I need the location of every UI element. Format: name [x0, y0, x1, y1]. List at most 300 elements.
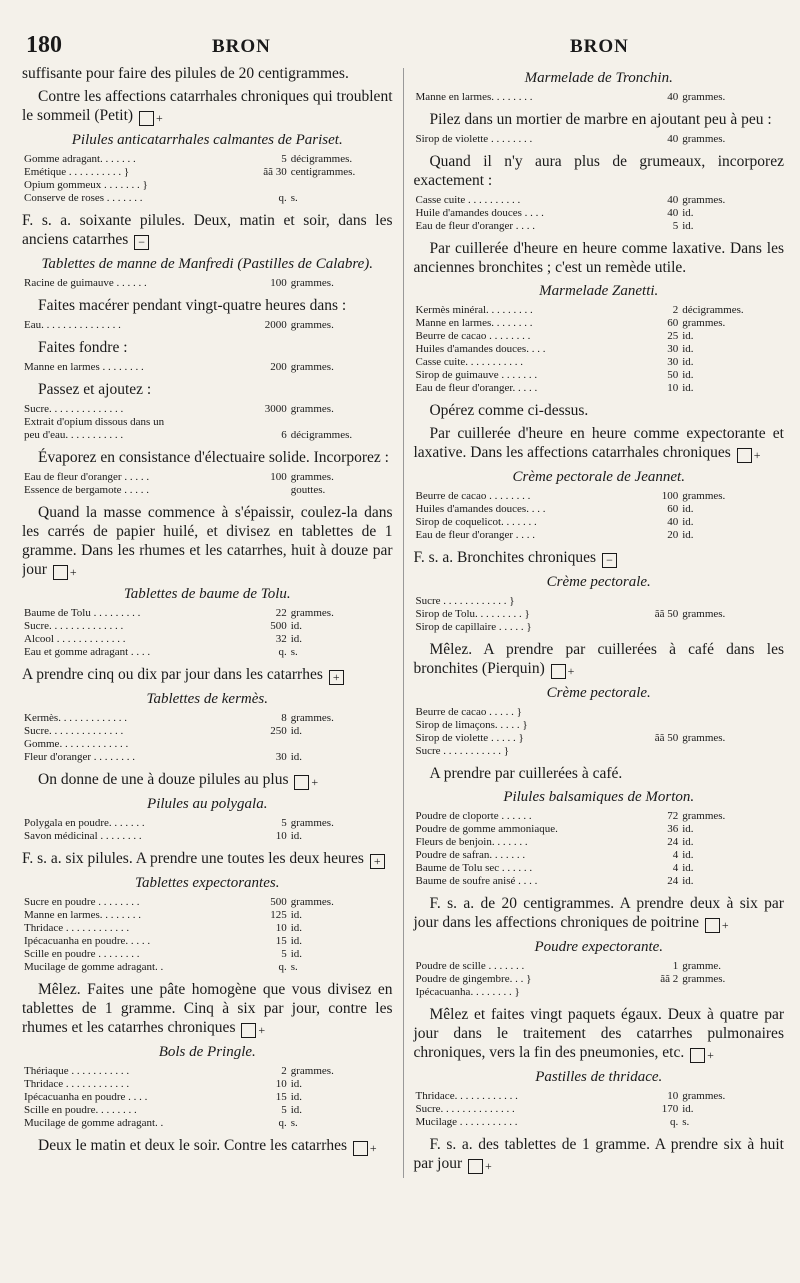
- ingredient-quantity: 30: [275, 751, 287, 763]
- ingredient-name: Racine de guimauve . . . . . .: [24, 277, 147, 289]
- ingredient-row: [413, 849, 784, 862]
- ingredient-table: [413, 490, 784, 542]
- ingredient-quantity: 40: [667, 207, 679, 219]
- body-paragraph: [22, 296, 393, 315]
- ingredient-quantity: 24: [667, 875, 679, 887]
- ingredient-row: [413, 356, 784, 369]
- ingredient-name: Eau de fleur d'oranger . . . .: [415, 220, 536, 232]
- ingredient-unit: [680, 706, 784, 719]
- ingredient-unit: s.: [290, 961, 298, 973]
- paragraph-text: Par cuillerée d'heure en heure comme expectorante et laxative. Dans les affections catarrhales chroniques: [413, 425, 784, 461]
- ingredient-quantity: 25: [667, 330, 679, 342]
- ingredient-row: [413, 343, 784, 356]
- ingredient-quantity: 4: [672, 862, 679, 874]
- left-column: [22, 64, 393, 1178]
- ingredient-row: [413, 304, 784, 317]
- ingredient-unit: id.: [682, 503, 694, 515]
- ingredient-table: [22, 277, 393, 290]
- ingredient-quantity: 125: [270, 909, 287, 921]
- ingredient-row: [413, 330, 784, 343]
- paragraph-text: Mêlez et faites vingt paquets égaux. Deux à quatre par jour dans le traitement des catarrhes pulmonaires chroniques, vers la fin des pneumonies, etc.: [413, 1006, 784, 1061]
- ingredient-table: [413, 706, 784, 758]
- ingredient-row: [22, 646, 393, 659]
- ingredient-name: Casse cuite . . . . . . . . . .: [415, 194, 521, 206]
- body-paragraph: [22, 64, 393, 83]
- ingredient-row: [22, 361, 393, 374]
- ingredient-unit: grammes.: [682, 810, 726, 822]
- ingredient-quantity: 30: [667, 356, 679, 368]
- ingredient-unit: grammes.: [290, 1065, 334, 1077]
- boxed-plus-icon: +: [139, 111, 154, 126]
- ingredient-quantity: 4: [672, 849, 679, 861]
- paragraph-text: F. s. a. six pilules. A prendre une toutes les deux heures: [22, 850, 368, 867]
- ingredient-quantity: 60: [667, 317, 679, 329]
- ingredient-row: [22, 817, 393, 830]
- ingredient-unit: id.: [682, 356, 694, 368]
- ingredient-row: [22, 192, 393, 205]
- ingredient-row: [413, 608, 784, 621]
- ingredient-unit: [289, 416, 393, 429]
- paragraph-text: Pilez dans un mortier de marbre en ajoutant peu à peu :: [429, 111, 772, 128]
- ingredient-unit: [680, 595, 784, 608]
- ingredient-unit: grammes.: [290, 471, 334, 483]
- ingredient-name: Poudre de cloporte . . . . . .: [415, 810, 532, 822]
- ingredient-quantity: 24: [667, 836, 679, 848]
- ingredient-name: Sucre . . . . . . . . . . . }: [415, 745, 510, 757]
- ingredient-name: Casse cuite. . . . . . . . . . .: [415, 356, 524, 368]
- ingredient-unit: [680, 719, 784, 732]
- paragraph-text: Contre les affections catarrhales chroniques qui troublent le sommeil (Petit): [22, 88, 393, 124]
- ingredient-quantity: 2: [672, 304, 679, 316]
- ingredient-unit: id.: [682, 220, 694, 232]
- ingredient-table: [22, 153, 393, 205]
- ingredient-name: Sucre. . . . . . . . . . . . . .: [24, 403, 124, 415]
- ingredient-row: [22, 633, 393, 646]
- ingredient-unit: id.: [290, 935, 303, 947]
- recipe-title: Marmelade de Tronchin.: [524, 70, 673, 86]
- ingredient-unit: grammes.: [682, 490, 726, 502]
- recipe-title: Tablettes expectorantes.: [135, 875, 280, 891]
- ingredient-quantity: 100: [270, 277, 287, 289]
- ingredient-name: Baume de Tolu sec . . . . . .: [415, 862, 533, 874]
- ingredient-unit: id.: [682, 836, 694, 848]
- ingredient-unit: id.: [290, 751, 303, 763]
- body-paragraph: [22, 87, 393, 126]
- recipe-title: Bols de Pringle.: [158, 1044, 256, 1060]
- ingredient-name: Eau. . . . . . . . . . . . . . .: [24, 319, 121, 331]
- ingredient-row: [22, 712, 393, 725]
- ingredient-name: Thridace . . . . . . . . . . . .: [24, 922, 130, 934]
- ingredient-name: Fleurs de benjoin. . . . . . .: [415, 836, 528, 848]
- ingredient-quantity: [628, 706, 680, 719]
- body-paragraph: [22, 338, 393, 357]
- ingredient-quantity: 20: [667, 529, 679, 541]
- running-header: [22, 28, 784, 64]
- recipe-title: Tablettes de manne de Manfredi (Pastilles de Calabre).: [41, 256, 374, 272]
- ingredient-table: [22, 471, 393, 497]
- paragraph-text: F. s. a. soixante pilules. Deux, matin et soir, dans les anciens catarrhes: [22, 212, 393, 248]
- ingredient-table: [22, 712, 393, 764]
- ingredient-table: [413, 1090, 784, 1129]
- ingredient-name: Huiles d'amandes douces. . . .: [415, 503, 546, 515]
- ingredient-quantity: 60: [667, 503, 679, 515]
- ingredient-unit: id.: [682, 862, 694, 874]
- ingredient-unit: grammes.: [290, 712, 334, 724]
- recipe-title: Poudre expectorante.: [534, 939, 664, 955]
- ingredient-row: [413, 490, 784, 503]
- boxed-plus-icon: +: [737, 448, 752, 463]
- ingredient-row: [413, 960, 784, 973]
- paragraph-text: Mêlez. Faites une pâte homogène que vous divisez en tablettes de 1 gramme. Cinq à six par jour, contre les rhumes et les catarrhes chroniques: [22, 981, 393, 1036]
- ingredient-row: [22, 429, 393, 442]
- paragraph-text: Par cuillerée d'heure en heure comme laxative. Dans les anciennes bronchites ; c'est un remède utile.: [413, 240, 784, 276]
- ingredient-row: [22, 416, 393, 429]
- ingredient-row: [413, 823, 784, 836]
- ingredient-name: Scille en poudre. . . . . . . .: [24, 1104, 137, 1116]
- ingredient-unit: grammes.: [290, 817, 334, 829]
- ingredient-quantity: 32: [275, 633, 287, 645]
- ingredient-row: [413, 382, 784, 395]
- ingredient-table: [22, 607, 393, 659]
- ingredient-unit: id.: [682, 343, 694, 355]
- body-paragraph: [22, 849, 393, 869]
- ingredient-name: Sucre. . . . . . . . . . . . . .: [24, 620, 124, 632]
- ingredient-row: [22, 607, 393, 620]
- ingredient-quantity: 500: [270, 620, 287, 632]
- ingredient-quantity: [628, 621, 680, 634]
- recipe-title: Marmelade Zanetti.: [539, 283, 659, 299]
- ingredient-quantity: 100: [270, 471, 287, 483]
- ingredient-unit: [680, 986, 784, 999]
- ingredient-quantity: q.: [278, 192, 287, 204]
- boxed-plus-icon: +: [353, 1141, 368, 1156]
- ingredient-row: [22, 909, 393, 922]
- ingredient-row: [413, 986, 784, 999]
- recipe-title: Tablettes de baume de Tolu.: [123, 586, 291, 602]
- ingredient-name: Beurre de cacao . . . . . . . .: [415, 330, 531, 342]
- right-column: [413, 64, 784, 1178]
- ingredient-quantity: 15: [275, 935, 287, 947]
- ingredient-row: [22, 1065, 393, 1078]
- ingredient-name: Ipécacuanha. . . . . . . . }: [415, 986, 520, 998]
- ingredient-quantity: q.: [278, 1117, 287, 1129]
- ingredient-table: [22, 403, 393, 442]
- page-number: 180: [26, 32, 62, 58]
- ingredient-name: Sirop de Tolu. . . . . . . . . }: [415, 608, 530, 620]
- ingredient-unit: id.: [682, 369, 694, 381]
- ingredient-name: Eau et gomme adragant . . . .: [24, 646, 151, 658]
- boxed-minus-icon: −: [134, 235, 149, 250]
- ingredient-row: [22, 1104, 393, 1117]
- ingredient-name: Poudre de scille . . . . . . .: [415, 960, 525, 972]
- boxed-plus-icon: +: [241, 1023, 256, 1038]
- ingredient-quantity: 50: [667, 369, 679, 381]
- recipe-title: Crème pectorale.: [546, 574, 651, 590]
- ingredient-name: Kermès minéral. . . . . . . . .: [415, 304, 533, 316]
- ingredient-quantity: 2: [281, 1065, 287, 1077]
- paragraph-text: Opérez comme ci-dessus.: [429, 402, 589, 419]
- ingredient-quantity: [628, 986, 680, 999]
- ingredient-name: Gomme adragant. . . . . . .: [24, 153, 136, 165]
- ingredient-quantity: q.: [278, 646, 287, 658]
- ingredient-quantity: 40: [667, 91, 679, 103]
- ingredient-row: [413, 516, 784, 529]
- ingredient-unit: s.: [682, 1116, 690, 1128]
- ingredient-name: Huiles d'amandes douces. . . .: [415, 343, 546, 355]
- paragraph-text: suffisante pour faire des pilules de 20 centigrammes.: [22, 65, 349, 82]
- recipe-title: Pilules anticatarrhales calmantes de Pariset.: [71, 132, 343, 148]
- paragraph-text: On donne de une à douze pilules au plus: [38, 771, 293, 788]
- ingredient-name: Thériaque . . . . . . . . . . .: [24, 1065, 130, 1077]
- ingredient-row: [413, 317, 784, 330]
- ingredient-quantity: 72: [667, 810, 679, 822]
- ingredient-quantity: 10: [667, 1090, 679, 1102]
- ingredient-unit: id.: [290, 633, 303, 645]
- ingredient-row: [413, 732, 784, 745]
- ingredient-table: [413, 133, 784, 146]
- recipe-title: Tablettes de kermès.: [146, 691, 268, 707]
- ingredient-row: [22, 620, 393, 633]
- paragraph-text: Passez et ajoutez :: [38, 381, 152, 398]
- ingredient-unit: centigrammes.: [290, 166, 356, 178]
- ingredient-unit: grammes.: [290, 403, 334, 415]
- ingredient-row: [413, 810, 784, 823]
- paragraph-text: A prendre par cuillerées à café.: [429, 765, 623, 782]
- ingredient-unit: grammes.: [290, 607, 334, 619]
- ingredient-name: Alcool . . . . . . . . . . . . .: [24, 633, 126, 645]
- paragraph-text: Faites fondre :: [38, 339, 128, 356]
- ingredient-quantity: 250: [270, 725, 287, 737]
- ingredient-name: Sirop de coquelicot. . . . . . .: [415, 516, 537, 528]
- ingredient-name: peu d'eau. . . . . . . . . . .: [24, 429, 124, 441]
- ingredient-name: Ipécacuanha en poudre. . . . .: [24, 935, 151, 947]
- ingredient-unit: grammes.: [290, 361, 334, 373]
- ingredient-name: Sucre. . . . . . . . . . . . . .: [24, 725, 124, 737]
- paragraph-text: Quand la masse commence à s'épaissir, coulez-la dans les carrés de papier huilé, et divisez en tablettes de 1 gramme. Dans les rhumes et les catarrhes, huit à douze par jour: [22, 504, 393, 578]
- body-paragraph: [22, 380, 393, 399]
- ingredient-name: Sirop de guimauve . . . . . . .: [415, 369, 538, 381]
- ingredient-unit: [680, 621, 784, 634]
- paragraph-text: A prendre cinq ou dix par jour dans les catarrhes: [22, 666, 327, 683]
- ingredient-name: Ipécacuanha en poudre . . . .: [24, 1091, 148, 1103]
- ingredient-row: [22, 166, 393, 179]
- recipe-title: Pastilles de thridace.: [535, 1069, 663, 1085]
- ingredient-row: [413, 220, 784, 233]
- ingredient-quantity: 30: [667, 343, 679, 355]
- ingredient-unit: grammes.: [682, 317, 726, 329]
- ingredient-table: [413, 960, 784, 999]
- ingredient-quantity: 10: [667, 382, 679, 394]
- ingredient-quantity: 170: [661, 1103, 679, 1115]
- ingredient-quantity: [237, 738, 289, 751]
- ingredient-row: [22, 751, 393, 764]
- paragraph-text: Quand il n'y aura plus de grumeaux, incorporez exactement :: [413, 153, 784, 189]
- ingredient-row: [22, 1091, 393, 1104]
- ingredient-unit: grammes.: [682, 732, 726, 744]
- ingredient-row: [22, 896, 393, 909]
- ingredient-quantity: 10: [275, 830, 287, 842]
- ingredient-unit: s.: [290, 646, 298, 658]
- ingredient-quantity: 2000: [264, 319, 287, 331]
- ingredient-row: [22, 1117, 393, 1130]
- ingredient-row: [413, 621, 784, 634]
- body-paragraph: [22, 980, 393, 1038]
- ingredient-name: Eau de fleur d'oranger . . . . .: [24, 471, 150, 483]
- ingredient-table: [22, 1065, 393, 1130]
- body-paragraph: [22, 770, 393, 790]
- ingredient-unit: id.: [290, 830, 303, 842]
- ingredient-name: Conserve de roses . . . . . . .: [24, 192, 143, 204]
- ingredient-unit: décigrammes.: [682, 304, 744, 316]
- ingredient-name: Thridace . . . . . . . . . . . .: [24, 1078, 130, 1090]
- ingredient-name: Manne en larmes. . . . . . . .: [24, 909, 141, 921]
- ingredient-name: Sucre. . . . . . . . . . . . . .: [415, 1103, 515, 1115]
- ingredient-row: [413, 194, 784, 207]
- body-paragraph: [22, 1136, 393, 1156]
- ingredient-name: Sirop de violette . . . . . }: [415, 732, 524, 744]
- ingredient-name: Mucilage . . . . . . . . . . .: [415, 1116, 518, 1128]
- paragraph-text: F. s. a. Bronchites chroniques: [413, 549, 600, 566]
- ingredient-table: [413, 595, 784, 634]
- body-paragraph: [413, 152, 784, 190]
- ingredient-unit: id.: [682, 382, 694, 394]
- ingredient-row: [413, 1103, 784, 1116]
- ingredient-table: [413, 810, 784, 888]
- ingredient-table: [413, 91, 784, 104]
- ingredient-quantity: 5: [281, 948, 287, 960]
- ingredient-unit: grammes.: [682, 973, 726, 985]
- ingredient-quantity: ãã 50: [654, 732, 679, 744]
- ingredient-quantity: [237, 416, 289, 429]
- ingredient-table: [22, 319, 393, 332]
- ingredient-row: [413, 503, 784, 516]
- ingredient-unit: gouttes.: [290, 484, 326, 496]
- body-paragraph: [413, 239, 784, 277]
- ingredient-quantity: 100: [661, 490, 679, 502]
- ingredient-unit: id.: [682, 516, 694, 528]
- ingredient-row: [413, 369, 784, 382]
- ingredient-quantity: ãã 30: [263, 166, 287, 178]
- ingredient-quantity: 1: [672, 960, 679, 972]
- ingredient-name: Essence de bergamote . . . . .: [24, 484, 150, 496]
- boxed-plus-icon: +: [329, 670, 344, 685]
- ingredient-quantity: 200: [270, 361, 287, 373]
- recipe-title: Crème pectorale.: [546, 685, 651, 701]
- ingredient-unit: id.: [290, 1091, 303, 1103]
- ingredient-quantity: 40: [667, 133, 679, 145]
- body-paragraph: [413, 894, 784, 933]
- ingredient-row: [22, 725, 393, 738]
- ingredient-quantity: 500: [270, 896, 287, 908]
- ingredient-name: Thridace. . . . . . . . . . . .: [415, 1090, 518, 1102]
- ingredient-name: Emétique . . . . . . . . . . }: [24, 166, 130, 178]
- body-paragraph: [413, 548, 784, 568]
- ingredient-unit: id.: [682, 849, 694, 861]
- ingredient-name: Mucilage de gomme adragant. .: [24, 1117, 164, 1129]
- ingredient-table: [22, 361, 393, 374]
- ingredient-name: Eau de fleur d'oranger . . . .: [415, 529, 536, 541]
- running-title-left: BRON: [212, 36, 271, 57]
- paragraph-text: Mêlez. A prendre par cuillerées à café dans les bronchites (Pierquin): [413, 641, 784, 677]
- ingredient-unit: grammes.: [290, 319, 334, 331]
- ingredient-name: Manne en larmes . . . . . . . .: [24, 361, 144, 373]
- ingredient-quantity: ãã 50: [654, 608, 679, 620]
- ingredient-row: [413, 1116, 784, 1129]
- ingredient-quantity: ãã 2: [660, 973, 679, 985]
- body-paragraph: [413, 764, 784, 783]
- ingredient-quantity: 22: [275, 607, 287, 619]
- ingredient-name: Sucre . . . . . . . . . . . . }: [415, 595, 515, 607]
- ingredient-quantity: 8: [281, 712, 287, 724]
- ingredient-unit: id.: [682, 1103, 694, 1115]
- ingredient-table: [413, 194, 784, 233]
- ingredient-unit: id.: [682, 330, 694, 342]
- ingredient-quantity: 5: [672, 220, 679, 232]
- paragraph-text: F. s. a. de 20 centigrammes. A prendre deux à six par jour dans les affections chroniques de poitrine: [413, 895, 784, 931]
- ingredient-name: Kermès. . . . . . . . . . . . .: [24, 712, 127, 724]
- ingredient-name: Baume de Tolu . . . . . . . . .: [24, 607, 141, 619]
- ingredient-row: [22, 961, 393, 974]
- ingredient-row: [413, 91, 784, 104]
- ingredient-unit: grammes.: [682, 91, 726, 103]
- ingredient-quantity: 5: [281, 817, 287, 829]
- ingredient-row: [413, 595, 784, 608]
- ingredient-quantity: 3000: [264, 403, 287, 415]
- ingredient-quantity: [237, 484, 289, 497]
- body-paragraph: [22, 211, 393, 250]
- ingredient-table: [413, 304, 784, 395]
- recipe-title: Crème pectorale de Jeannet.: [512, 469, 685, 485]
- ingredient-name: Mucilage de gomme adragant. .: [24, 961, 164, 973]
- ingredient-row: [22, 948, 393, 961]
- ingredient-row: [413, 745, 784, 758]
- ingredient-unit: décigrammes.: [290, 153, 353, 165]
- ingredient-unit: id.: [682, 875, 694, 887]
- ingredient-row: [413, 207, 784, 220]
- ingredient-unit: id.: [682, 529, 694, 541]
- recipe-title: Pilules balsamiques de Morton.: [503, 789, 695, 805]
- paragraph-text: Évaporez en consistance d'électuaire solide. Incorporez :: [38, 449, 389, 466]
- body-paragraph: [413, 401, 784, 420]
- boxed-plus-icon: +: [370, 854, 385, 869]
- ingredient-unit: id.: [290, 1078, 303, 1090]
- recipe-title: Pilules au polygala.: [147, 796, 268, 812]
- ingredient-row: [413, 133, 784, 146]
- ingredient-unit: [289, 179, 393, 192]
- ingredient-quantity: 15: [275, 1091, 287, 1103]
- ingredient-unit: gramme.: [682, 960, 722, 972]
- ingredient-row: [413, 862, 784, 875]
- ingredient-unit: décigrammes.: [290, 429, 353, 441]
- ingredient-unit: id.: [290, 909, 303, 921]
- ingredient-row: [22, 471, 393, 484]
- ingredient-name: Sirop de limaçons. . . . . }: [415, 719, 528, 731]
- paragraph-text: Faites macérer pendant vingt-quatre heures dans :: [38, 297, 347, 314]
- ingredient-row: [22, 277, 393, 290]
- body-paragraph: [413, 110, 784, 129]
- ingredient-quantity: [628, 595, 680, 608]
- ingredient-unit: grammes.: [682, 194, 726, 206]
- ingredient-row: [22, 153, 393, 166]
- ingredient-table: [22, 817, 393, 843]
- ingredient-unit: s.: [290, 1117, 298, 1129]
- ingredient-unit: grammes.: [682, 133, 726, 145]
- ingredient-row: [22, 179, 393, 192]
- ingredient-quantity: 10: [275, 1078, 287, 1090]
- ingredient-quantity: 36: [667, 823, 679, 835]
- ingredient-name: Gomme. . . . . . . . . . . . .: [24, 738, 129, 750]
- ingredient-unit: grammes.: [290, 896, 334, 908]
